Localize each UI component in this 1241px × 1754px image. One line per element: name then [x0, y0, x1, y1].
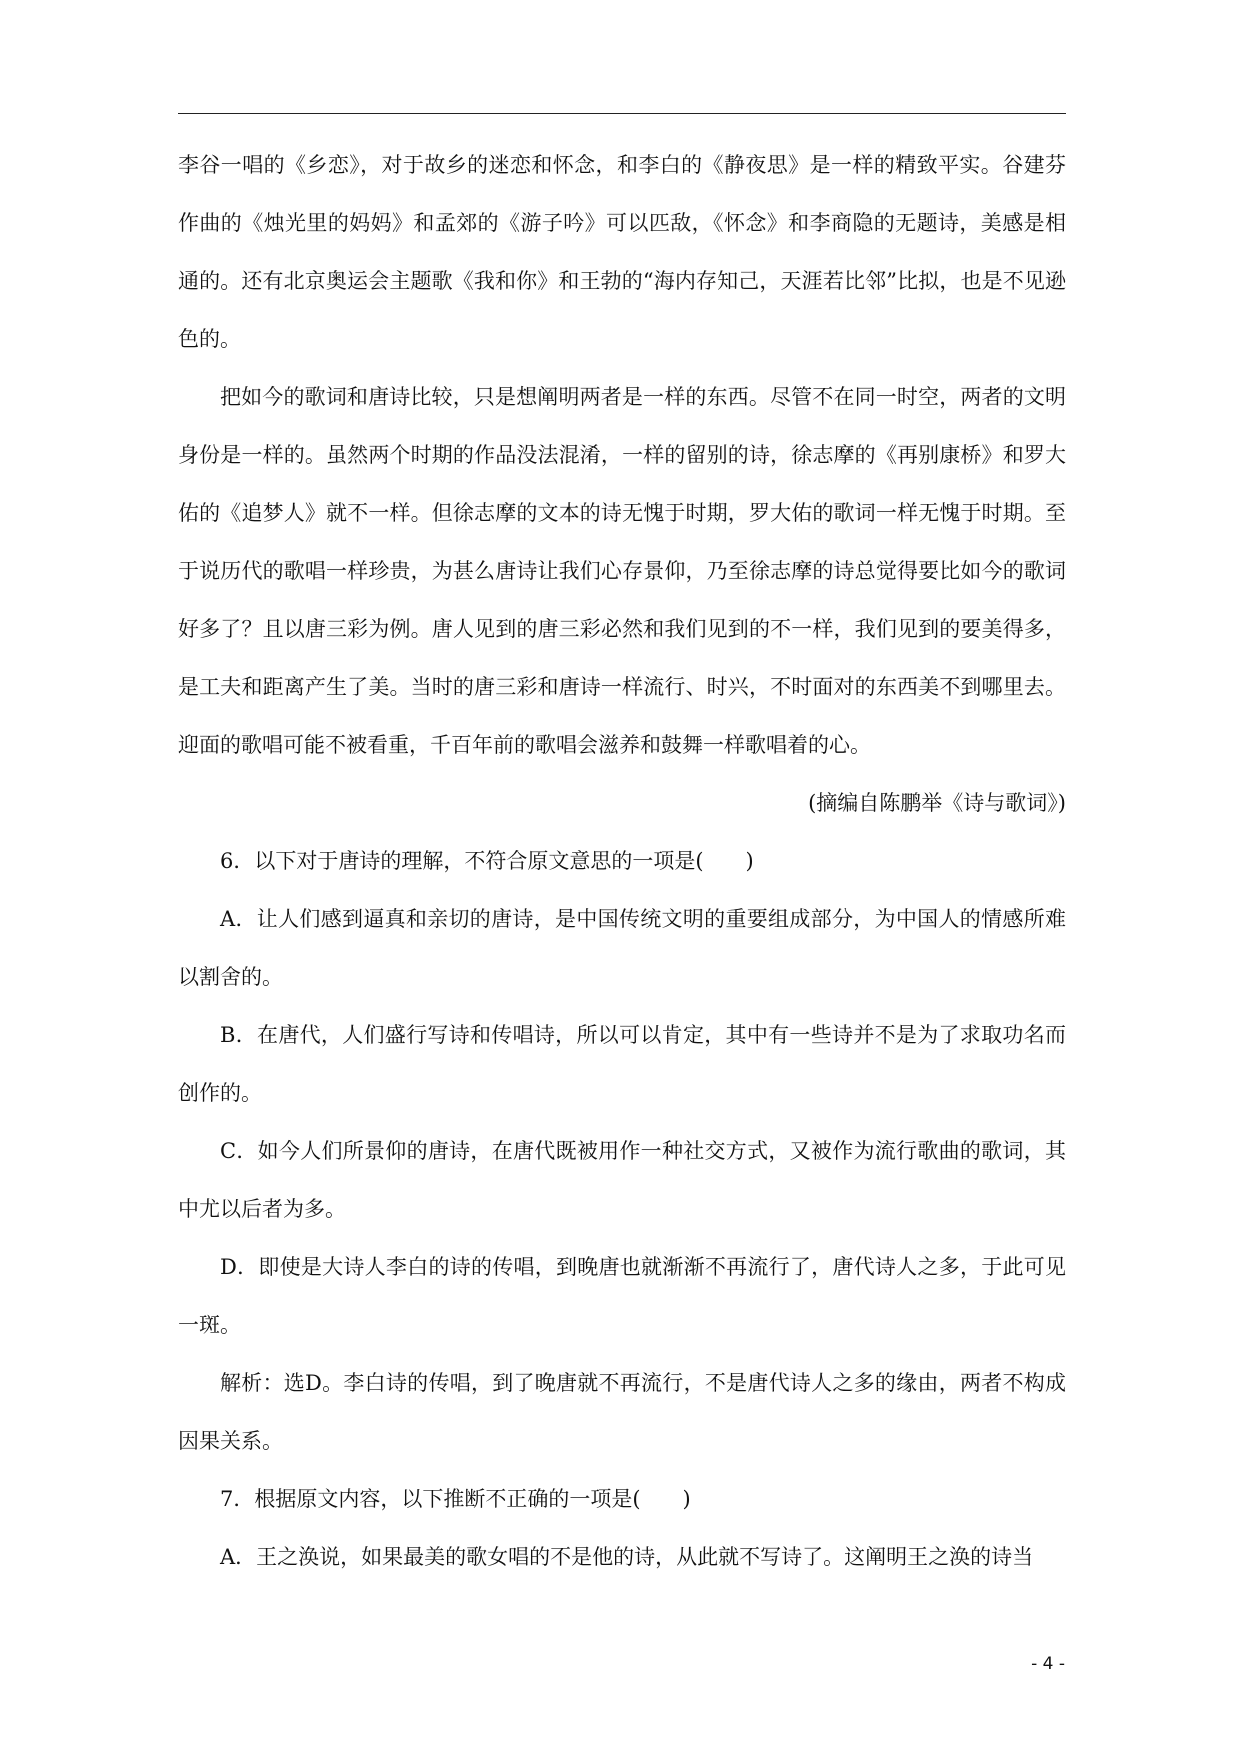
page-number: - 4 -	[1031, 1654, 1065, 1674]
question-6-option-b: B．在唐代，人们盛行写诗和传唱诗，所以可以肯定，其中有一些诗并不是为了求取功名而创作的。	[178, 1023, 1066, 1105]
question-6-analysis: 解析：选D。李白诗的传唱，到了晚唐就不再流行，不是唐代诗人之多的缘由，两者不构成因果关系。	[178, 1371, 1066, 1453]
question-7-option-a: A．王之涣说，如果最美的歌女唱的不是他的诗，从此就不写诗了。这阐明王之涣的诗当	[220, 1545, 1034, 1569]
passage-source: (摘编自陈鹏举《诗与歌词》)	[808, 791, 1066, 815]
document-body	[178, 136, 1066, 1586]
passage-paragraph: 把如今的歌词和唐诗比较，只是想阐明两者是一样的东西。尽管不在同一时空，两者的文明身份是一样的。虽然两个时期的作品没法混淆，一样的留别的诗，徐志摩的《再别康桥》和罗大佑的《追梦人》就不一样。但徐志摩的文本的诗无愧于时期，罗大佑的歌词一样无愧于时期。至于说历代的歌唱一样珍贵，为甚么唐诗让我们心存景仰，乃至徐志摩的诗总觉得要比如今的歌词好多了？且以唐三彩为例。唐人见到的唐三彩必然和我们见到的不一样，我们见到的要美得多，是工夫和距离产生了美。当时的唐三彩和唐诗一样流行、时兴，不时面对的东西美不到哪里去。迎面的歌唱可能不被看重，千百年前的歌唱会滋养和鼓舞一样歌唱着的心。	[178, 385, 1066, 757]
passage-paragraph-continued: 李谷一唱的《乡恋》，对于故乡的迷恋和怀念，和李白的《静夜思》是一样的精致平实。谷建芬作曲的《烛光里的妈妈》和孟郊的《游子吟》可以匹敌，《怀念》和李商隐的无题诗，美感是相通的。还有北京奥运会主题歌《我和你》和王勃的“海内存知己，天涯若比邻”比拟，也是不见逊色的。	[178, 153, 1066, 351]
header-rule	[178, 113, 1066, 114]
question-7-stem: 7．根据原文内容，以下推断不正确的一项是( )	[220, 1487, 691, 1511]
question-6-option-a: A．让人们感到逼真和亲切的唐诗，是中国传统文明的重要组成部分，为中国人的情感所难以割舍的。	[178, 907, 1066, 989]
question-6-option-c: C．如今人们所景仰的唐诗，在唐代既被用作一种社交方式，又被作为流行歌曲的歌词，其中尤以后者为多。	[178, 1139, 1066, 1221]
question-6-option-d: D．即使是大诗人李白的诗的传唱，到晚唐也就渐渐不再流行了，唐代诗人之多，于此可见一斑。	[178, 1255, 1066, 1337]
question-6-stem: 6．以下对于唐诗的理解，不符合原文意思的一项是( )	[220, 849, 754, 873]
